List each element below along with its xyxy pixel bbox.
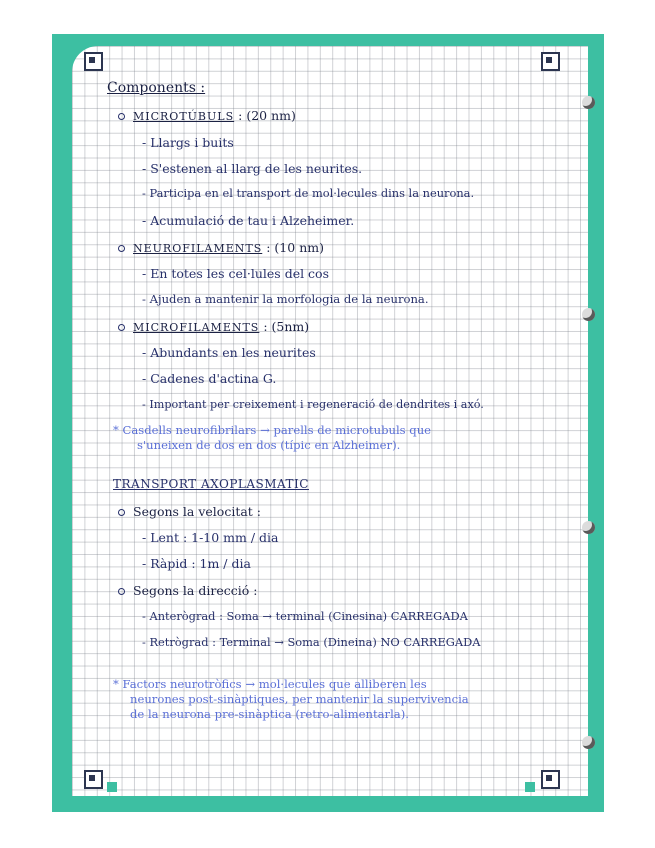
microtubuls-heading: [118, 108, 296, 124]
direccio-heading: [118, 583, 257, 598]
microtubuls-item: - Acumulació de tau i Alzeheimer.: [142, 213, 355, 228]
neurofilaments-heading: [118, 240, 324, 256]
velocitat-item: - Ràpid : 1m / dia: [142, 556, 251, 571]
microtubuls-item: - Llargs i buits: [142, 135, 234, 150]
microtubuls-item: - S'estenen al llarg de les neurites.: [142, 161, 363, 176]
bullet-icon: [118, 324, 125, 331]
note-casdells-line: * Casdells neurofibrilars → parells de microtubuls que: [113, 423, 432, 437]
note-factors-line: * Factors neurotròfics → mol·lecules que alliberen les: [113, 677, 427, 691]
microfilaments-label: MICROFILAMENTS: [133, 321, 260, 334]
neurofilaments-item: - En totes les cel·lules del cos: [142, 266, 329, 281]
velocitat-label: Segons la velocitat :: [133, 504, 262, 519]
microfilaments-item: - Important per creixement i regeneració de dendrites i axó.: [142, 398, 484, 411]
teal-square-icon: [525, 782, 535, 792]
punch-hole-icon: [582, 96, 595, 109]
direccio-item: - Retrògrad : Terminal → Soma (Dineina) NO CARREGADA: [142, 635, 481, 649]
punch-hole-icon: [582, 308, 595, 321]
neurofilaments-label: NEUROFILAMENTS: [133, 242, 263, 255]
note-factors-line: neurones post-sinàptiques, per mantenir la supervivencia: [130, 692, 469, 706]
bullet-icon: [118, 245, 125, 252]
velocitat-item: - Lent : 1-10 mm / dia: [142, 530, 279, 545]
note-casdells-line: s'uneixen de dos en dos (típic en Alzheimer).: [137, 438, 401, 452]
microfilaments-size: : (5nm): [263, 319, 310, 334]
microtubuls-item: - Participa en el transport de mol·lecules dins la neurona.: [142, 186, 475, 200]
velocitat-heading: [118, 504, 261, 519]
microfilaments-item: - Cadenes d'actina G.: [142, 371, 277, 386]
punch-hole-icon: [582, 521, 595, 534]
direccio-item: - Anterògrad : Soma → terminal (Cinesina) CARREGADA: [142, 609, 468, 623]
punch-hole-icon: [582, 736, 595, 749]
corner-marker-bottom-left-icon: [84, 770, 103, 789]
corner-marker-top-right-icon: [541, 52, 560, 71]
corner-marker-top-left-icon: [84, 52, 103, 71]
microfilaments-heading: [118, 319, 309, 335]
corner-marker-bottom-right-icon: [541, 770, 560, 789]
bullet-icon: [118, 588, 125, 595]
bullet-icon: [118, 509, 125, 516]
microtubuls-size: : (20 nm): [238, 108, 296, 123]
note-factors-line: de la neurona pre-sinàptica (retro-alimentarla).: [130, 707, 409, 721]
microfilaments-item: - Abundants en les neurites: [142, 345, 316, 360]
microtubuls-label: MICROTÚBULS: [133, 110, 235, 123]
teal-square-icon: [107, 782, 117, 792]
direccio-label: Segons la direcció :: [133, 583, 258, 598]
bullet-icon: [118, 113, 125, 120]
neurofilaments-size: : (10 nm): [266, 240, 324, 255]
neurofilaments-item: - Ajuden a mantenir la morfologia de la neurona.: [142, 292, 429, 306]
transport-title: TRANSPORT AXOPLASMATIC: [113, 477, 309, 491]
page-title: Components :: [107, 80, 206, 96]
